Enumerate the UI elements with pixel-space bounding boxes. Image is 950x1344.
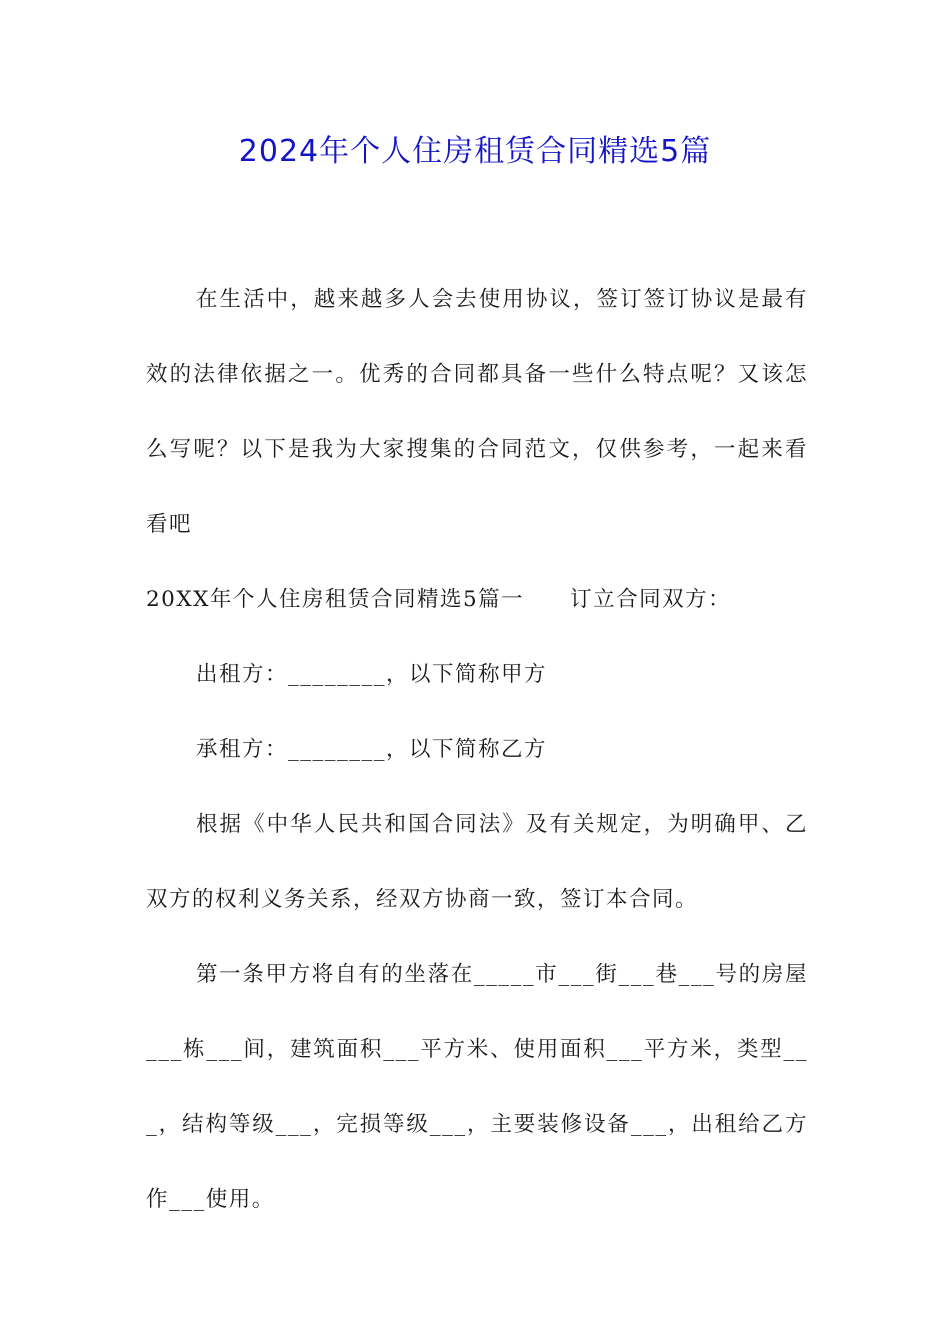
lessee-line: 承租方：________，以下简称乙方: [196, 737, 548, 762]
document-body: [146, 262, 808, 1237]
section-heading: 20XX年个人住房租赁合同精选5篇一: [146, 587, 525, 612]
lessor-line: 出租方：________，以下简称甲方: [196, 662, 548, 687]
section-heading-line: [146, 562, 808, 637]
document-title: 2024年个人住房租赁合同精选5篇: [238, 134, 712, 169]
parties-label: 订立合同双方：: [570, 587, 732, 612]
intro-paragraph: 在生活中，越来越多人会去使用协议，签订签订协议是最有效的法律依据之一。优秀的合同都具备一些什么特点呢？又该怎么写呢？以下是我为大家搜集的合同范文，仅供参考，一起来看看吧: [146, 287, 808, 537]
basis-paragraph: 根据《中华人民共和国合同法》及有关规定，为明确甲、乙双方的权利义务关系，经双方协商一致，签订本合同。: [146, 812, 808, 912]
article-1-paragraph: 第一条甲方将自有的坐落在_____市___街___巷___号的房屋___栋___间，建筑面积___平方米、使用面积___平方米，类型___，结构等级___，完损等级___，主要装修设备___，出租给乙方作___使用。: [146, 962, 808, 1212]
